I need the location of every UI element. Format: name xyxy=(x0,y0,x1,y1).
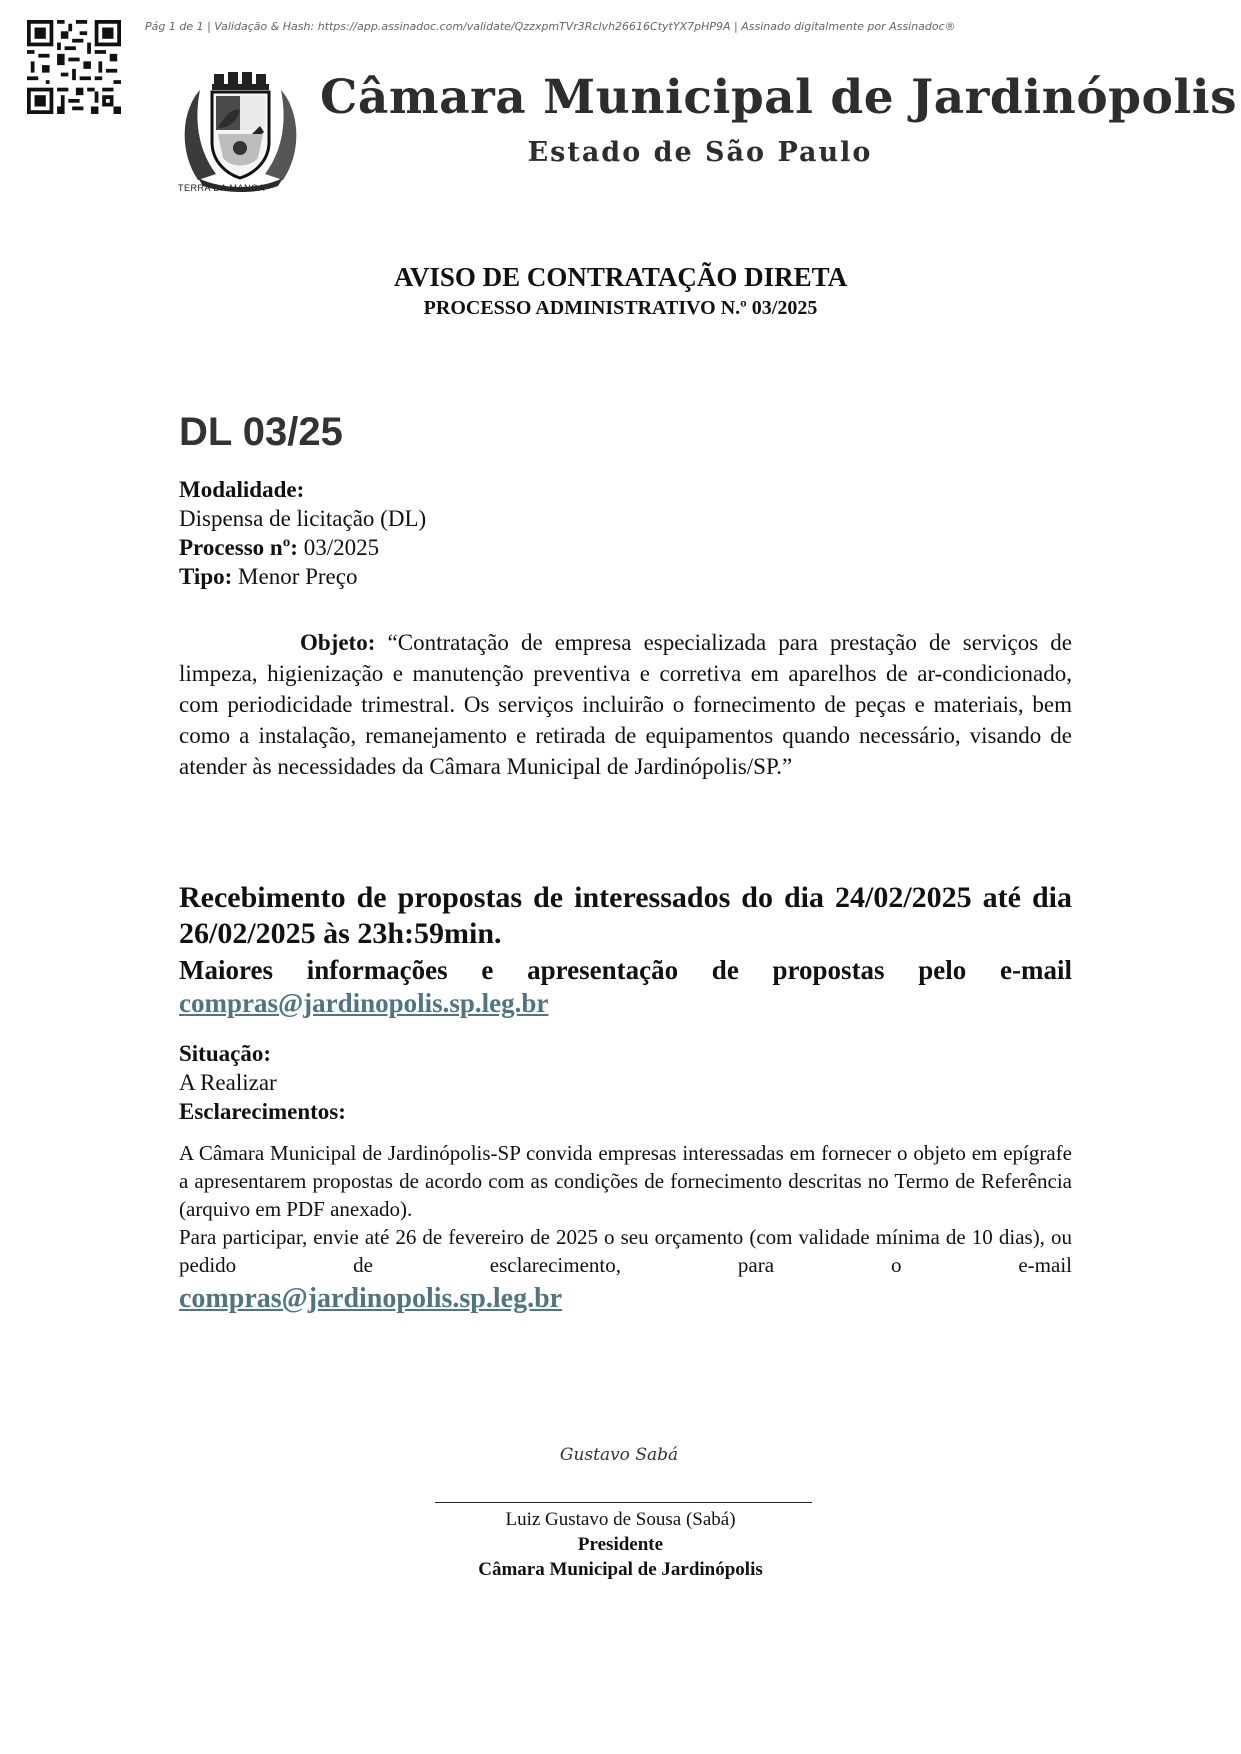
processo-label: Processo nº: xyxy=(179,535,298,560)
esclarecimentos-body xyxy=(179,1139,1072,1279)
situacao-value: A Realizar xyxy=(179,1070,277,1095)
objeto-label: Objeto: xyxy=(300,630,376,655)
modalidade-value: Dispensa de licitação (DL) xyxy=(179,506,427,531)
municipal-crest-icon xyxy=(178,70,303,195)
esclarecimentos-paragraph-1: A Câmara Municipal de Jardinópolis-SP convida empresas interessadas em fornecer o objeto em epígrafe a apresentarem propostas de acordo com as condições de fornecimento descritas no Termo de Referência (arquivo em PDF anexado). xyxy=(179,1141,1072,1221)
signatory-institution: Câmara Municipal de Jardinópolis xyxy=(478,1559,763,1580)
processo-value: 03/2025 xyxy=(303,535,380,560)
email-link[interactable]: compras@jardinopolis.sp.leg.br xyxy=(179,988,549,1018)
signatory-role: Presidente xyxy=(577,1534,664,1555)
objeto-text: “Contratação de empresa especializada para prestação de serviços de limpeza, higienização e manutenção preventiva e corretiva em aparelhos de ar-condicionado, com periodicidade trimestral. Os serviços incluirão o fornecimento de peças e materiais, bem como a instalação, remanejamento e retirada de equipamentos quando necessário, visando de atender às necessidades da Câmara Municipal de Jardinópolis/SP.” xyxy=(179,630,1073,779)
proposal-deadline: Recebimento de propostas de interessados do dia 24/02/2025 até dia 26/02/2025 às 23h:59min. xyxy=(179,881,1072,950)
signatory-name: Luiz Gustavo de Sousa (Sabá) xyxy=(505,1509,736,1530)
institution-header-subtitle: Estado de São Paulo xyxy=(527,137,873,168)
proposal-info xyxy=(179,954,1072,1020)
esclarecimentos-label: Esclarecimentos: xyxy=(179,1099,346,1124)
modalidade-label: Modalidade: xyxy=(179,477,305,502)
institution-header-title: Câmara Municipal de Jardinópolis xyxy=(320,70,1238,125)
notice-subtitle: PROCESSO ADMINISTRATIVO N.º 03/2025 xyxy=(423,297,818,319)
tipo-line xyxy=(179,562,357,591)
processo-line xyxy=(179,533,379,562)
notice-title: AVISO DE CONTRATAÇÃO DIRETA xyxy=(393,262,848,292)
tipo-label: Tipo: xyxy=(179,564,233,589)
digital-signature-bar: Pág 1 de 1 | Validação & Hash: https://app.assinadoc.com/validate/QzzxpmTVr3Rclvh26616CtytYX7pHP9A | Assinado digitalmente por Assinadoc® xyxy=(145,20,956,33)
handwritten-signature: Gustavo Sabá xyxy=(559,1445,679,1465)
dl-code: DL 03/25 xyxy=(179,410,343,454)
qr-code xyxy=(27,20,121,114)
tipo-value: Menor Preço xyxy=(238,564,358,589)
esclarecimentos-paragraph-2: Para participar, envie até 26 de fevereiro de 2025 o seu orçamento (com validade mínima de 10 dias), ou pedido de esclarecimento, para o e-mail xyxy=(179,1225,1072,1277)
signature-line xyxy=(435,1502,812,1503)
crest-caption: TERRA DA MANGA xyxy=(178,183,266,193)
proposal-info-text: Maiores informações e apresentação de propostas pelo e-mail xyxy=(179,955,1072,985)
situacao-label: Situação: xyxy=(179,1041,271,1066)
objeto-paragraph xyxy=(179,627,1072,782)
email-link-2[interactable]: compras@jardinopolis.sp.leg.br xyxy=(179,1283,563,1314)
